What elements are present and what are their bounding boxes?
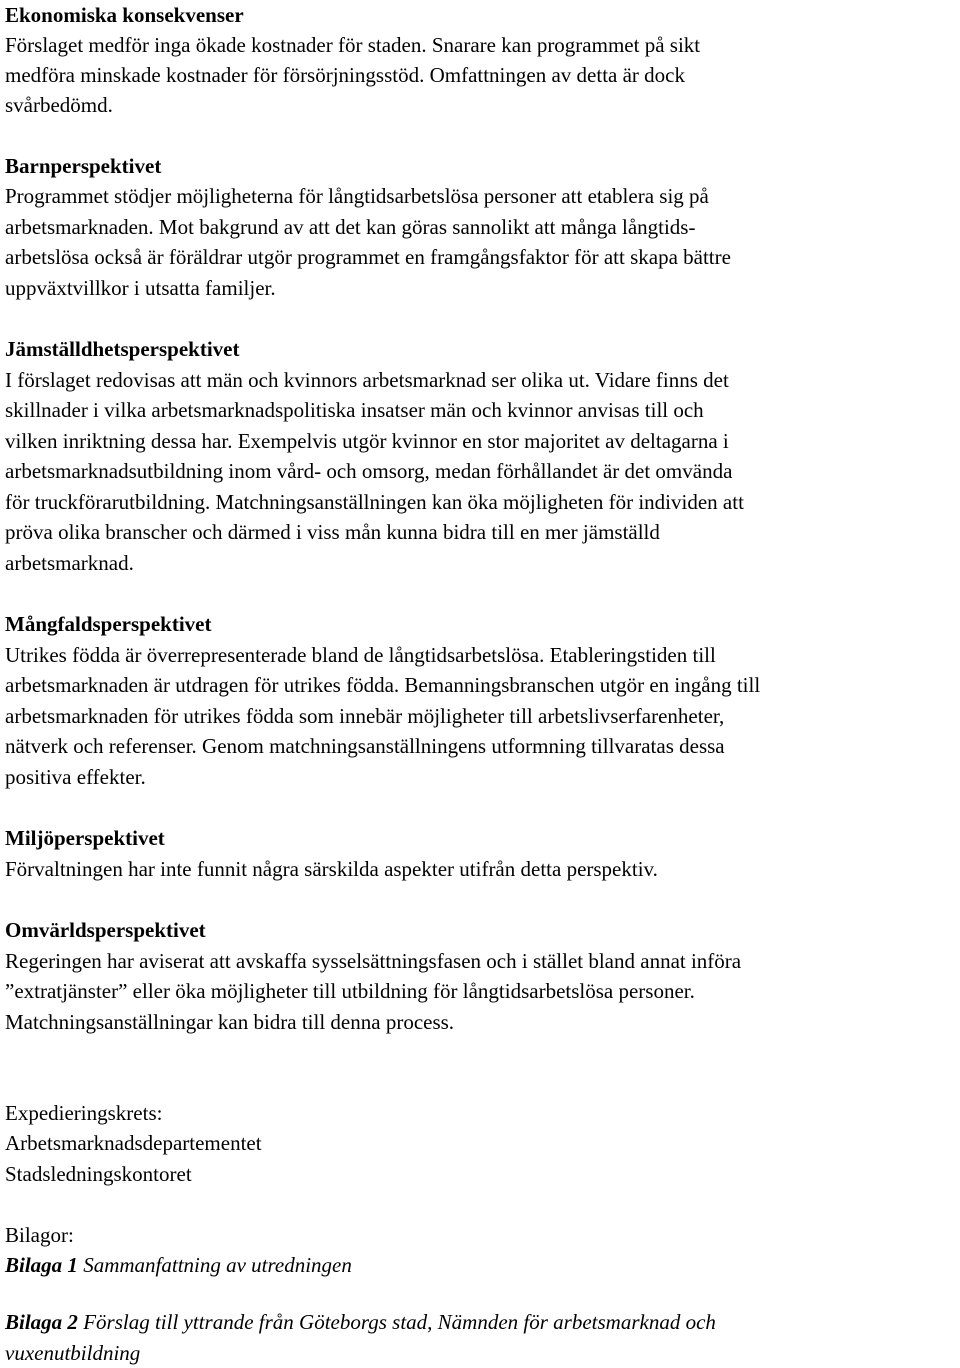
expedieringskrets-label: Expedieringskrets: xyxy=(5,1101,163,1125)
paragraph-line: Utrikes födda är överrepresenterade bland de långtidsarbetslösa. Etableringstiden till xyxy=(5,643,716,667)
section-heading-mangfaldsperspektivet: Mångfaldsperspektivet xyxy=(5,612,212,636)
paragraph-line: Regeringen har aviserat att avskaffa sysselsättningsfasen och i stället bland annat införa xyxy=(5,949,742,973)
paragraph-line: arbetslösa också är föräldrar utgör programmet en framgångsfaktor för att skapa bättre xyxy=(5,245,731,269)
paragraph-line: arbetsmarknaden är utdragen för utrikes födda. Bemanningsbranschen utgör en ingång till xyxy=(5,673,761,697)
paragraph-line: arbetsmarknaden. Mot bakgrund av att det kan göras sannolikt att många långtids- xyxy=(5,215,696,239)
section-heading-jamstalldhetsperspektivet: Jämställdhetsperspektivet xyxy=(5,337,240,361)
attachment-number: Bilaga 2 xyxy=(5,1310,78,1334)
paragraph-line: svårbedömd. xyxy=(5,93,113,117)
paragraph-line: skillnader i vilka arbetsmarknadspolitiska insatser män och kvinnor anvisas till och xyxy=(5,398,704,422)
paragraph-line: Förslaget medför inga ökade kostnader för staden. Snarare kan programmet på sikt xyxy=(5,33,701,57)
paragraph-line: arbetsmarknaden för utrikes födda som innebär möjligheter till arbetslivserfarenheter, xyxy=(5,704,725,728)
bilagor-label: Bilagor: xyxy=(5,1223,74,1247)
recipient-item: Arbetsmarknadsdepartementet xyxy=(5,1131,262,1155)
attachment-title-continuation: vuxenutbildning xyxy=(5,1341,141,1365)
section-heading-omvarldsperspektivet: Omvärldsperspektivet xyxy=(5,918,206,942)
paragraph-line: medföra minskade kostnader för försörjningsstöd. Omfattningen av detta är dock xyxy=(5,63,685,87)
paragraph-line: ”extratjänster” eller öka möjligheter till utbildning för långtidsarbetslösa personer. xyxy=(5,979,695,1003)
attachment-title: Sammanfattning av utredningen xyxy=(83,1253,352,1277)
paragraph-line: nätverk och referenser. Genom matchningsanställningens utformning tillvaratas dessa xyxy=(5,734,725,758)
attachment-item xyxy=(5,1307,716,1337)
attachment-number: Bilaga 1 xyxy=(5,1253,78,1277)
section-heading-miljoperspektivet: Miljöperspektivet xyxy=(5,826,165,850)
section-heading-ekonomiska-konsekvenser: Ekonomiska konsekvenser xyxy=(5,3,244,27)
paragraph-line: Matchningsanställningar kan bidra till denna process. xyxy=(5,1010,455,1034)
paragraph-line: arbetsmarknadsutbildning inom vård- och omsorg, medan förhållandet är det omvända xyxy=(5,459,733,483)
attachment-item xyxy=(5,1250,352,1280)
paragraph-line: vilken inriktning dessa har. Exempelvis utgör kvinnor en stor majoritet av deltagarna i xyxy=(5,429,729,453)
paragraph-line: Programmet stödjer möjligheterna för långtidsarbetslösa personer att etablera sig på xyxy=(5,184,709,208)
attachment-title: Förslag till yttrande från Göteborgs stad, Nämnden för arbetsmarknad och xyxy=(83,1310,716,1334)
paragraph-line: positiva effekter. xyxy=(5,765,146,789)
paragraph-line: arbetsmarknad. xyxy=(5,551,134,575)
recipient-item: Stadsledningskontoret xyxy=(5,1162,192,1186)
paragraph-line: för truckförarutbildning. Matchningsanställningen kan öka möjligheten för individen att xyxy=(5,490,744,514)
paragraph-line: pröva olika branscher och därmed i viss mån kunna bidra till en mer jämställd xyxy=(5,520,660,544)
paragraph-line: Förvaltningen har inte funnit några särskilda aspekter utifrån detta perspektiv. xyxy=(5,857,658,881)
paragraph-line: I förslaget redovisas att män och kvinnors arbetsmarknad ser olika ut. Vidare finns det xyxy=(5,368,729,392)
section-heading-barnperspektivet: Barnperspektivet xyxy=(5,154,162,178)
paragraph-line: uppväxtvillkor i utsatta familjer. xyxy=(5,276,276,300)
